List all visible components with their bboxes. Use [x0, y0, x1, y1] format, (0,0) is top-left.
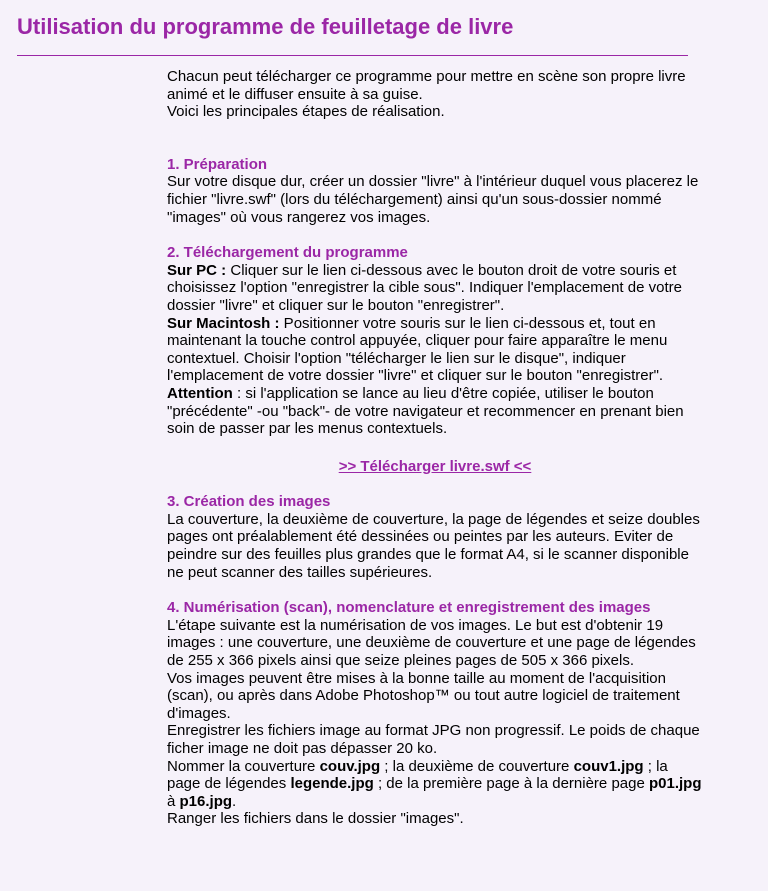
section-text-images: La couverture, la deuxième de couverture, la page de légendes et seize doubles pages ont préalablement été dessinées ou peintes par les auteurs. Eviter de peindre sur des feuilles plus grandes que le format A4, si le scanner disponible ne peut scanner des tailles supérieures. [167, 510, 700, 581]
naming-text-3: ; la page de légendes [167, 757, 668, 793]
section-title-scan: 4. Numérisation (scan), nomenclature et enregistrement des images [167, 599, 651, 617]
scan-paragraph-3: Enregistrer les fichiers image au format JPG non progressif. Le poids de chaque ficher image ne doit pas dépasser 20 ko. [167, 722, 700, 757]
naming-text-5: à [167, 792, 180, 810]
mac-label: Sur Macintosh : [167, 314, 280, 332]
section-images [167, 493, 703, 581]
section-title-images: 3. Création des images [167, 493, 331, 511]
naming-text-4: ; de la première page à la dernière page [373, 775, 649, 793]
mac-instructions [167, 315, 703, 385]
intro-block [167, 68, 703, 121]
scan-paragraph-5: Ranger les fichiers dans le dossier "images". [167, 810, 464, 828]
intro-text: Chacun peut télécharger ce programme pour mettre en scène son propre livre animé et le diffuser ensuite à sa guise. [167, 68, 686, 103]
naming-text-1: Nommer la couverture [167, 757, 320, 775]
section-download [167, 244, 703, 438]
naming-paragraph [167, 758, 703, 811]
file-p16: p16.jpg [179, 792, 233, 810]
file-couv1: couv1.jpg [573, 757, 644, 775]
section-preparation [167, 156, 703, 226]
attention-note [167, 385, 703, 438]
scan-paragraph-2: Vos images peuvent être mises à la bonne taille au moment de l'acquisition (scan), ou après dans Adobe Photoshop™ ou tout autre logiciel de traitement d'images. [167, 669, 680, 722]
attention-label: Attention [167, 384, 233, 402]
pc-instructions [167, 262, 703, 315]
attention-text: : si l'application se lance au lieu d'être copiée, utiliser le bouton "précédente" -ou "back"- de votre navigateur et recommencer en prenant bien soin de passer par les menus contextuels. [167, 384, 684, 438]
file-couv: couv.jpg [319, 757, 381, 775]
file-legende: legende.jpg [290, 775, 374, 793]
download-link-wrap [167, 458, 703, 476]
intro-text-2: Voici les principales étapes de réalisation. [167, 103, 445, 121]
main-content [167, 68, 703, 846]
naming-text-6: . [232, 792, 237, 810]
section-scan [167, 599, 703, 828]
pc-text: Cliquer sur le lien ci-dessous avec le bouton droit de votre souris et choisissez l'option "enregistrer la cible sous". Indiquer l'emplacement de votre dossier "livre" et cliquer sur le bouton "enregistrer". [167, 261, 682, 314]
file-p01: p01.jpg [648, 775, 702, 793]
section-title-download: 2. Téléchargement du programme [167, 244, 408, 262]
page-title: Utilisation du programme de feuilletage de livre [17, 14, 514, 39]
scan-paragraph-1: L'étape suivante est la numérisation de vos images. Le but est d'obtenir 19 images : une couverture, une deuxième de couverture et une page de légendes de 255 x 366 pixels ainsi que seize pleines pages de 505 x 366 pixels. [167, 616, 696, 670]
download-link[interactable]: >> Télécharger livre.swf << [338, 457, 532, 475]
title-divider [17, 55, 688, 56]
naming-text-2: ; la deuxième de couverture [380, 757, 574, 775]
section-text-preparation: Sur votre disque dur, créer un dossier "livre" à l'intérieur duquel vous placerez le fichier "livre.swf" (lors du téléchargement) ainsi qu'un sous-dossier nommé "images" où vous rangerez vos images. [167, 173, 699, 226]
mac-text: Positionner votre souris sur le lien ci-dessous et, tout en maintenant la touche control appuyée, cliquer pour faire apparaître le menu contextuel. Choisir l'option "télécharger le lien sur le disque", indiquer l'emplacement de votre dossier "livre" et cliquer sur le bouton "enregistrer". [167, 314, 668, 385]
pc-label: Sur PC : [167, 261, 227, 279]
section-title-preparation: 1. Préparation [167, 155, 268, 173]
